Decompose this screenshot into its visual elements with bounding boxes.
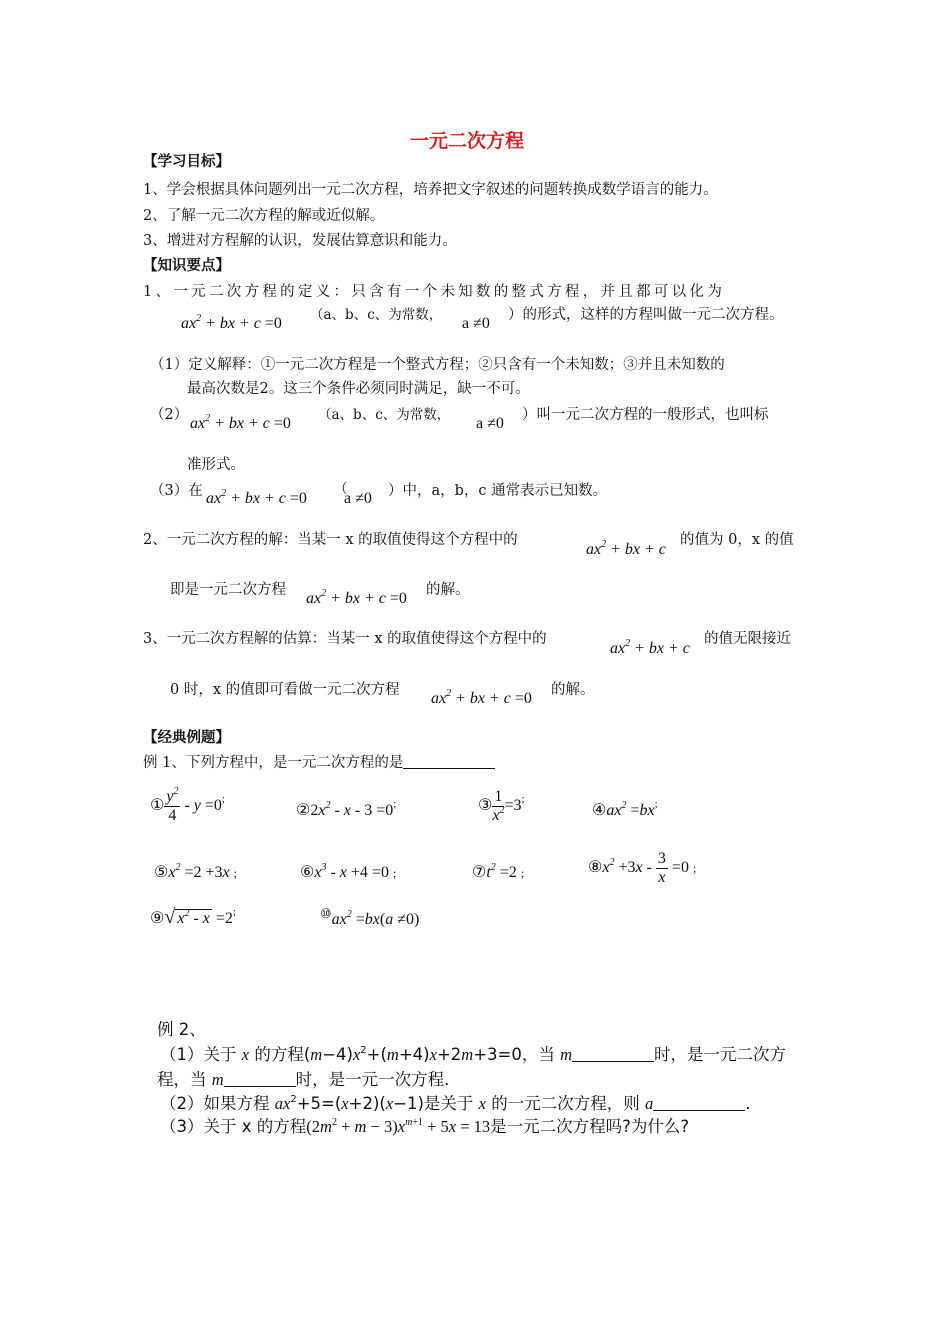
eq-10: $^⑩ax^2 =bx(a \ne 0)$ [320,906,420,928]
k2-tail1: 的值为 0，x 的值 [680,532,794,548]
eq-1: ① $\frac{y^2}{4}$ - y =0; [150,786,225,824]
k3-tail2: 的解。 [551,682,595,698]
example2-q1-line1: （1）关于 x 的方程$(m-4)x^2+(m+4)x+2m+3=0$，当 m 时，是一元二次方 [160,1045,787,1064]
eq-9: ⑨√ $x^2 - x =2^;$ [150,906,236,928]
eq-3: ③ $\frac{1}{x^2}$ =3; [478,788,525,824]
eq-7-label: ⑦ [472,864,487,881]
goal-2: 2、了解一元二次方程的解或近似解。 [143,208,385,224]
goal-3: 3、增进对方程解的认识，发展估算意识和能力。 [143,233,457,249]
example2-q3-a: （3）关于 x 的方程 [160,1117,307,1136]
k1-p2-cond: （a、b、c、为常数， [318,407,451,423]
k1-cond: （a、b、c、为常数， [310,307,443,323]
section-examples: 【经典例题】 [143,729,230,746]
answer-blank [403,754,495,769]
example2-q1-c: 时，是一元二次方 [654,1045,787,1064]
example2-q1-e: 时，是一元一次方程. [295,1070,450,1089]
example2-q1-line2: 程，当 m 时，是一元一次方程. [157,1070,450,1089]
k1-p2-formula: $ax^2$ + bx + c =0 [190,413,291,432]
goal-1: 1、学会根据具体问题列出一元二次方程，培养把文字叙述的问题转换成数学语言的能力。 [143,182,718,198]
eq-4: $④ax^2 =bx^;$ [592,798,658,819]
example2-q2-b: 是关于 [423,1094,474,1113]
example1-prompt-text: 例 1、下列方程中，是一元二次方程的是 [143,755,404,771]
k1-a-ne-0: a ≠0 [462,315,490,332]
k1-p2-b: 准形式。 [187,457,245,473]
k3-tail1: 的值无限接近 [704,631,791,647]
k1-p2-a-ne-0: a ≠0 [476,415,504,432]
k1-formula: $ax^2$ + bx + c =0 [181,313,282,332]
k1-p3-pre: （3）在 [150,483,203,499]
k2-line2: 即是一元二次方程 [170,582,286,598]
example2-q1-b: 的方程 [254,1045,304,1064]
eq-8: $⑧x^2 +3x$ - $\frac{3}{x}$ =0 ; [588,850,697,886]
k1-p3-formula: $ax^2$ + bx + c =0 [206,488,307,507]
k3-formula: $ax^2$ + bx + c =0 [431,688,532,707]
k2-formula: $ax^2$ + bx + c =0 [306,588,407,607]
example2-title: 例 2、 [157,1020,206,1039]
eq-6: $⑥x^3 - x +4 =0$ ; [300,862,397,881]
example2-q2: （2）如果方程 $ax^2+5=(x+2)(x-1)$是关于 x 的一元二次方程，则 a . [160,1094,751,1113]
k1-p3-tail: ）中，a，b，c 通常表示已知数。 [388,483,608,499]
eq-5: $⑤x^2 =2 +3x$ ; [154,862,237,881]
eq-1-label: ① [150,797,165,815]
eq-8-label: ⑧ [588,859,603,877]
k1-p1-a: （1）定义解释：①一元二次方程是一个整式方程；②只含有一个未知数；③并且未知数的 [150,357,725,373]
section-goals: 【学习目标】 [143,153,230,170]
eq-2-label: ② [296,802,311,819]
eq-7: $⑦t^2 =2$ ; [472,862,525,881]
k1-p1-b: 最高次数是2。这三个条件必须同时满足，缺一不可。 [187,381,530,397]
eq-10-label: ⑩ [320,906,332,921]
example2-q1-d: 程，当 [157,1070,207,1089]
k3-line1: 3、一元二次方程解的估算：当某一 x 的取值使得这个方程中的 [143,631,547,647]
k1-p3-open: （ [334,481,348,497]
k3-expr: $ax^2$ + bx + c [610,638,690,657]
k2-line1: 2、一元二次方程的解：当某一 x 的取值使得这个方程中的 [143,532,518,548]
eq-9-label: ⑨ [150,910,165,927]
k1-p2-tail: ）叫一元二次方程的一般形式，也叫标 [522,407,769,423]
eq-3-label: ③ [478,797,493,815]
eq-2: $②2x^2 - x - 3 =0^;$ [296,798,397,819]
example2-q1-a: （1）关于 [160,1045,237,1064]
k1-tail: ）的形式，这样的方程叫做一元二次方程。 [508,307,784,323]
section-knowledge: 【知识要点】 [143,257,230,274]
example2-q3-b: 是一元二次方程吗?为什么? [490,1117,690,1136]
eq-5-label: ⑤ [154,864,169,881]
k3-line2: 0 时，x 的值即可看做一元二次方程 [170,682,400,698]
page-title: 一元二次方程 [410,130,525,152]
example2-q2-a: （2）如果方程 [160,1094,270,1113]
example2-q2-c: 的一元二次方程，则 [491,1094,640,1113]
k1-line1: 1、一元二次方程的定义：只含有一个未知数的整式方程，并且都可以化为 [143,284,726,300]
k2-expr: $ax^2$ + bx + c [586,539,666,558]
example2-q3: （3）关于 x 的方程$(2m^2 + m - 3)x^{m+1} + 5x = 13$是一元二次方程吗?为什么? [160,1117,690,1136]
eq-6-label: ⑥ [300,864,315,881]
example1-prompt [143,751,495,772]
k1-p3-a-ne-0: a ≠0 [344,490,372,507]
eq-4-label: ④ [592,802,607,819]
k1-p2-pre: （2） [150,407,189,423]
k2-tail2: 的解。 [426,582,470,598]
